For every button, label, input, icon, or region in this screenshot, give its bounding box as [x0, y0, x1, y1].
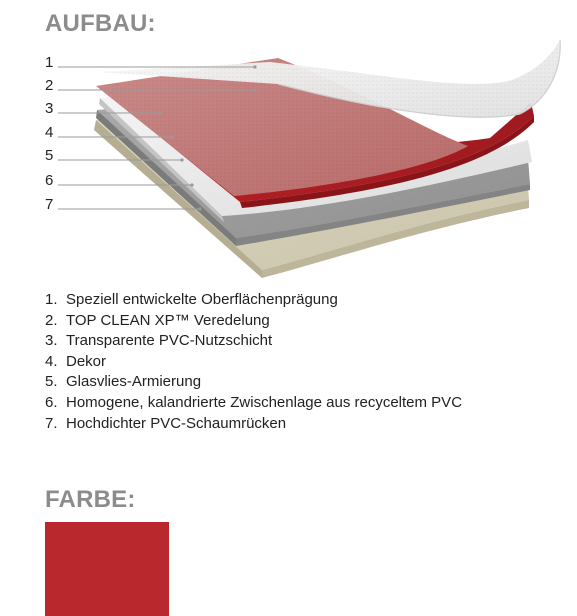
legend-number: 5.: [45, 373, 58, 391]
color-swatch[interactable]: [45, 522, 169, 616]
layer-number-5: 5: [45, 147, 54, 164]
layer-number-7: 7: [45, 196, 54, 213]
leader-dot-3: [158, 111, 161, 114]
layer-number-4: 4: [45, 124, 54, 141]
legend-item: [45, 372, 462, 393]
legend-number: 3.: [45, 332, 58, 350]
legend-text: Glasvlies-Armierung: [66, 373, 202, 391]
legend-text: Speziell entwickelte Oberflächenprägung: [66, 291, 338, 308]
structure-heading: AUFBAU:: [45, 10, 156, 37]
legend-item: [45, 331, 462, 352]
layer-legend: [45, 290, 462, 434]
layer-numbers: [45, 54, 53, 213]
layer-number-2: 2: [45, 77, 54, 94]
legend-item: [45, 393, 462, 414]
leader-dot-5: [180, 158, 183, 161]
layer-number-1: 1: [45, 54, 54, 71]
legend-item: [45, 311, 462, 332]
layer-structure-diagram: [0, 40, 577, 290]
legend-item: [45, 414, 462, 435]
legend-text: TOP CLEAN XP™ Veredelung: [66, 311, 270, 329]
leader-dot-7: [198, 207, 201, 210]
legend-number: 1.: [45, 291, 58, 308]
legend-number: 6.: [45, 393, 58, 411]
legend-item: [45, 352, 462, 373]
layer-number-3: 3: [45, 100, 54, 117]
layer-number-6: 6: [45, 172, 54, 189]
leader-dot-6: [190, 183, 193, 186]
legend-text: Dekor: [66, 352, 107, 370]
color-heading: FARBE:: [45, 486, 136, 513]
leader-dot-4: [170, 135, 173, 138]
legend-text: Transparente PVC-Nutzschicht: [66, 332, 273, 350]
legend-number: 2.: [45, 311, 58, 329]
leader-dot-1: [253, 65, 256, 68]
leader-dot-2: [253, 88, 256, 91]
legend-number: 4.: [45, 352, 58, 370]
legend-text: Hochdichter PVC-Schaumrücken: [66, 414, 287, 432]
legend-item: [45, 290, 462, 311]
legend-number: 7.: [45, 414, 58, 432]
legend-text: Homogene, kalandrierte Zwischenlage aus recyceltem PVC: [66, 393, 463, 411]
